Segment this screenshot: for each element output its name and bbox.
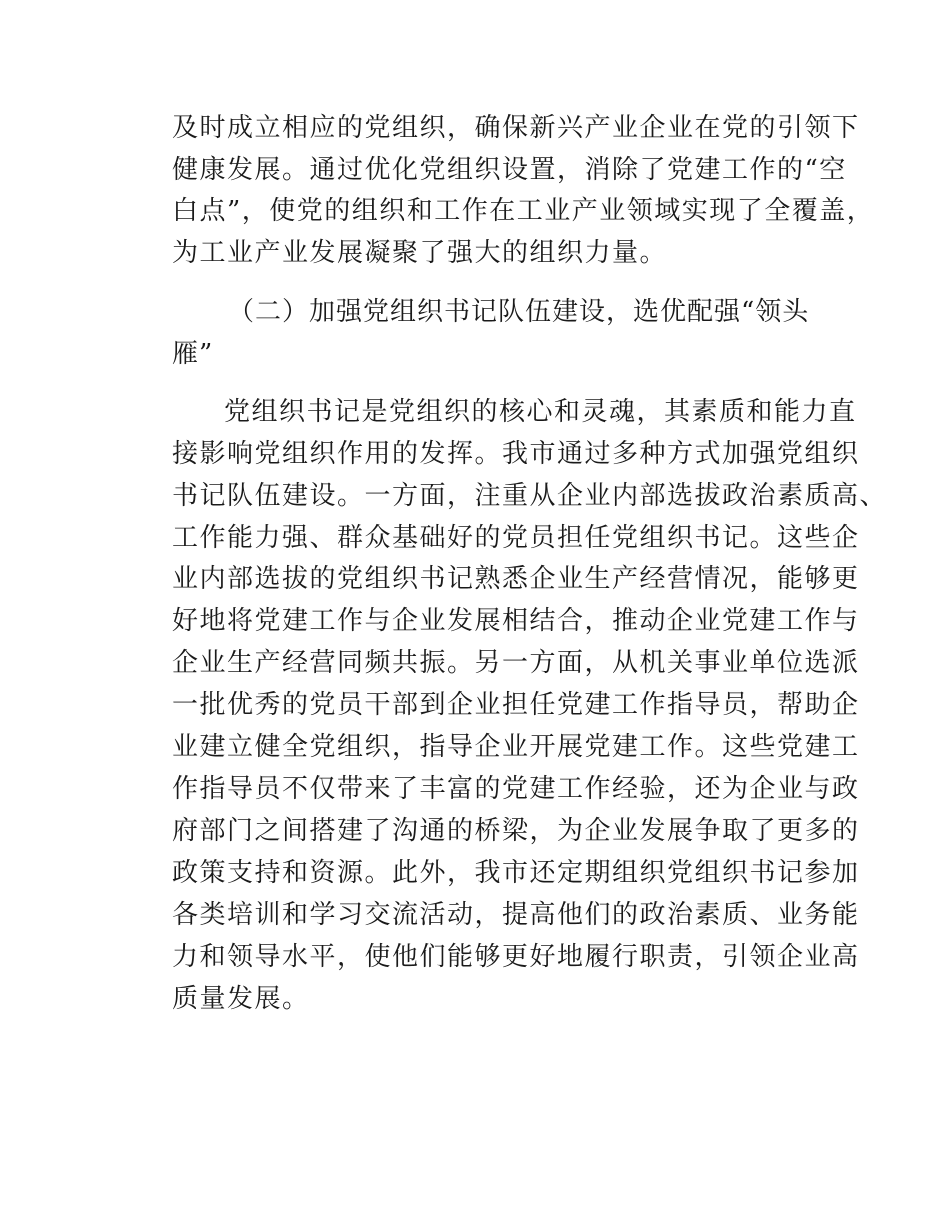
heading-line: 雁” bbox=[172, 339, 214, 369]
text-line: 书记队伍建设。一方面，注重从企业内部选拔政治素质高、 bbox=[172, 481, 888, 511]
text-line: 好地将党建工作与企业发展相结合，推动企业党建工作与 bbox=[172, 606, 860, 636]
text-line: 党组织书记是党组织的核心和灵魂，其素质和能力直 bbox=[224, 397, 857, 427]
text-line: 府部门之间搭建了沟通的桥梁，为企业发展争取了更多的 bbox=[172, 816, 860, 846]
text-line: 为工业产业发展凝聚了强大的组织力量。 bbox=[172, 238, 668, 268]
text-line: 作指导员不仅带来了丰富的党建工作经验，还为企业与政 bbox=[172, 774, 860, 804]
text-line: 接影响党组织作用的发挥。我市通过多种方式加强党组织 bbox=[172, 439, 860, 469]
text-line: 质量发展。 bbox=[172, 984, 310, 1014]
text-line: 力和领导水平，使他们能够更好地履行职责，引领企业高 bbox=[172, 942, 860, 972]
text-line: 及时成立相应的党组织，确保新兴产业企业在党的引领下 bbox=[172, 113, 860, 143]
text-line: 企业生产经营同频共振。另一方面，从机关事业单位选派 bbox=[172, 648, 860, 678]
text-line: 一批优秀的党员干部到企业担任党建工作指导员，帮助企 bbox=[172, 690, 860, 720]
text-line: 业内部选拔的党组织书记熟悉企业生产经营情况，能够更 bbox=[172, 564, 860, 594]
text-line: 健康发展。通过优化党组织设置，消除了党建工作的“空 bbox=[172, 155, 847, 185]
text-line: 政策支持和资源。此外，我市还定期组织党组织书记参加 bbox=[172, 858, 860, 888]
text-line: 白点”，使党的组织和工作在工业产业领域实现了全覆盖， bbox=[172, 196, 875, 226]
heading-line: （二）加强党组织书记队伍建设，选优配强“领头 bbox=[228, 297, 810, 327]
text-line: 工作能力强、群众基础好的党员担任党组织书记。这些企 bbox=[172, 523, 860, 553]
text-line: 各类培训和学习交流活动，提高他们的政治素质、业务能 bbox=[172, 900, 860, 930]
text-line: 业建立健全党组织，指导企业开展党建工作。这些党建工 bbox=[172, 732, 860, 762]
